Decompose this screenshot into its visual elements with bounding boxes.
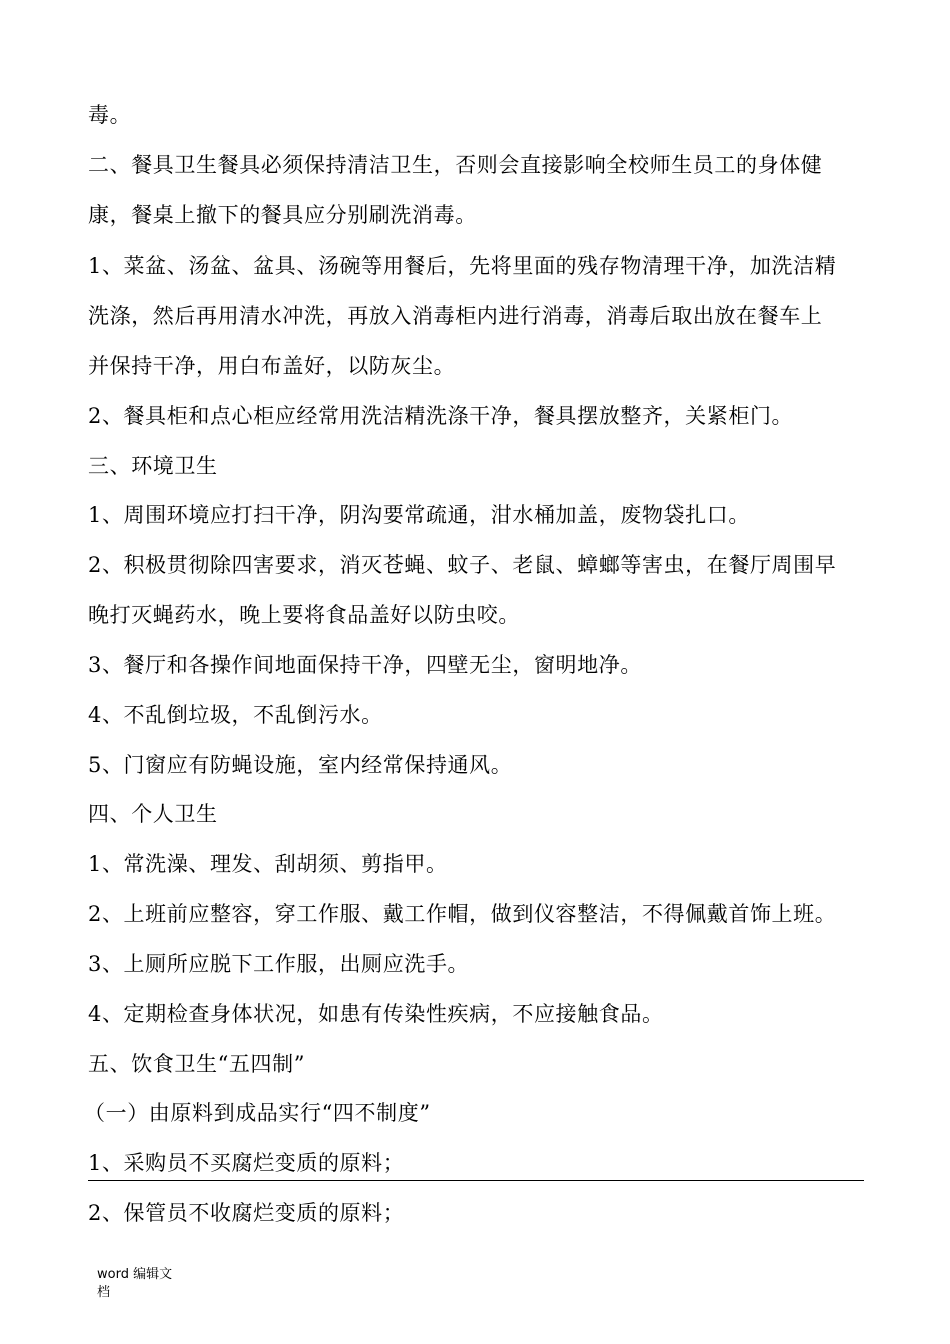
text-line: 3、餐厅和各操作间地面保持干净，四壁无尘，窗明地净。	[88, 653, 642, 677]
page-footer	[97, 1266, 177, 1302]
horizontal-rule	[88, 1180, 864, 1181]
text-line: 4、定期检查身体状况，如患有传染性疾病，不应接触食品。	[88, 1002, 664, 1026]
section-heading-tableware: 二、餐具卫生餐具必须保持清洁卫生，否则会直接影响全校师生员工的身体健	[88, 153, 823, 177]
text-line: 晚打灭蝇药水，晚上要将食品盖好以防虫咬。	[88, 603, 520, 627]
text-line: 2、保管员不收腐烂变质的原料；	[88, 1201, 405, 1225]
text-line: 2、上班前应整容，穿工作服、戴工作帽，做到仪容整洁，不得佩戴首饰上班。	[88, 902, 837, 926]
text-line: 1、常洗澡、理发、刮胡须、剪指甲。	[88, 852, 448, 876]
text-line: 洗涤，然后再用清水冲洗，再放入消毒柜内进行消毒，消毒后取出放在餐车上	[88, 304, 823, 328]
text-line: 2、积极贯彻除四害要求，消灭苍蝇、蚊子、老鼠、蟑螂等害虫，在餐厅周围早	[88, 553, 837, 577]
text-line: 1、采购员不买腐烂变质的原料；	[88, 1151, 405, 1175]
text-line: 并保持干净，用白布盖好，以防灰尘。	[88, 354, 456, 378]
section-heading-environment: 三、环境卫生	[88, 454, 218, 478]
footer-line: word 编辑文	[97, 1267, 173, 1282]
text-line: 2、餐具柜和点心柜应经常用洗洁精洗涤干净，餐具摆放整齐，关紧柜门。	[88, 404, 794, 428]
text-line: 1、菜盆、汤盆、盆具、汤碗等用餐后，先将里面的残存物清理干净，加洗洁精	[88, 254, 837, 278]
text-line: 4、不乱倒垃圾，不乱倒污水。	[88, 703, 383, 727]
section-heading-personal: 四、个人卫生	[88, 802, 218, 826]
text-line: 1、周围环境应打扫干净，阴沟要常疏通，泔水桶加盖，废物袋扎口。	[88, 503, 750, 527]
text-line: 康，餐桌上撤下的餐具应分别刷洗消毒。	[88, 203, 477, 227]
subsection-heading: （一）由原料到成品实行“四不制度”	[84, 1101, 431, 1125]
text-line: 毒。	[88, 103, 132, 127]
section-heading-food: 五、饮食卫生“五四制”	[88, 1052, 306, 1076]
text-line: 5、门窗应有防蝇设施，室内经常保持通风。	[88, 753, 513, 777]
footer-line: 档	[97, 1285, 111, 1300]
text-line: 3、上厕所应脱下工作服，出厕应洗手。	[88, 952, 470, 976]
